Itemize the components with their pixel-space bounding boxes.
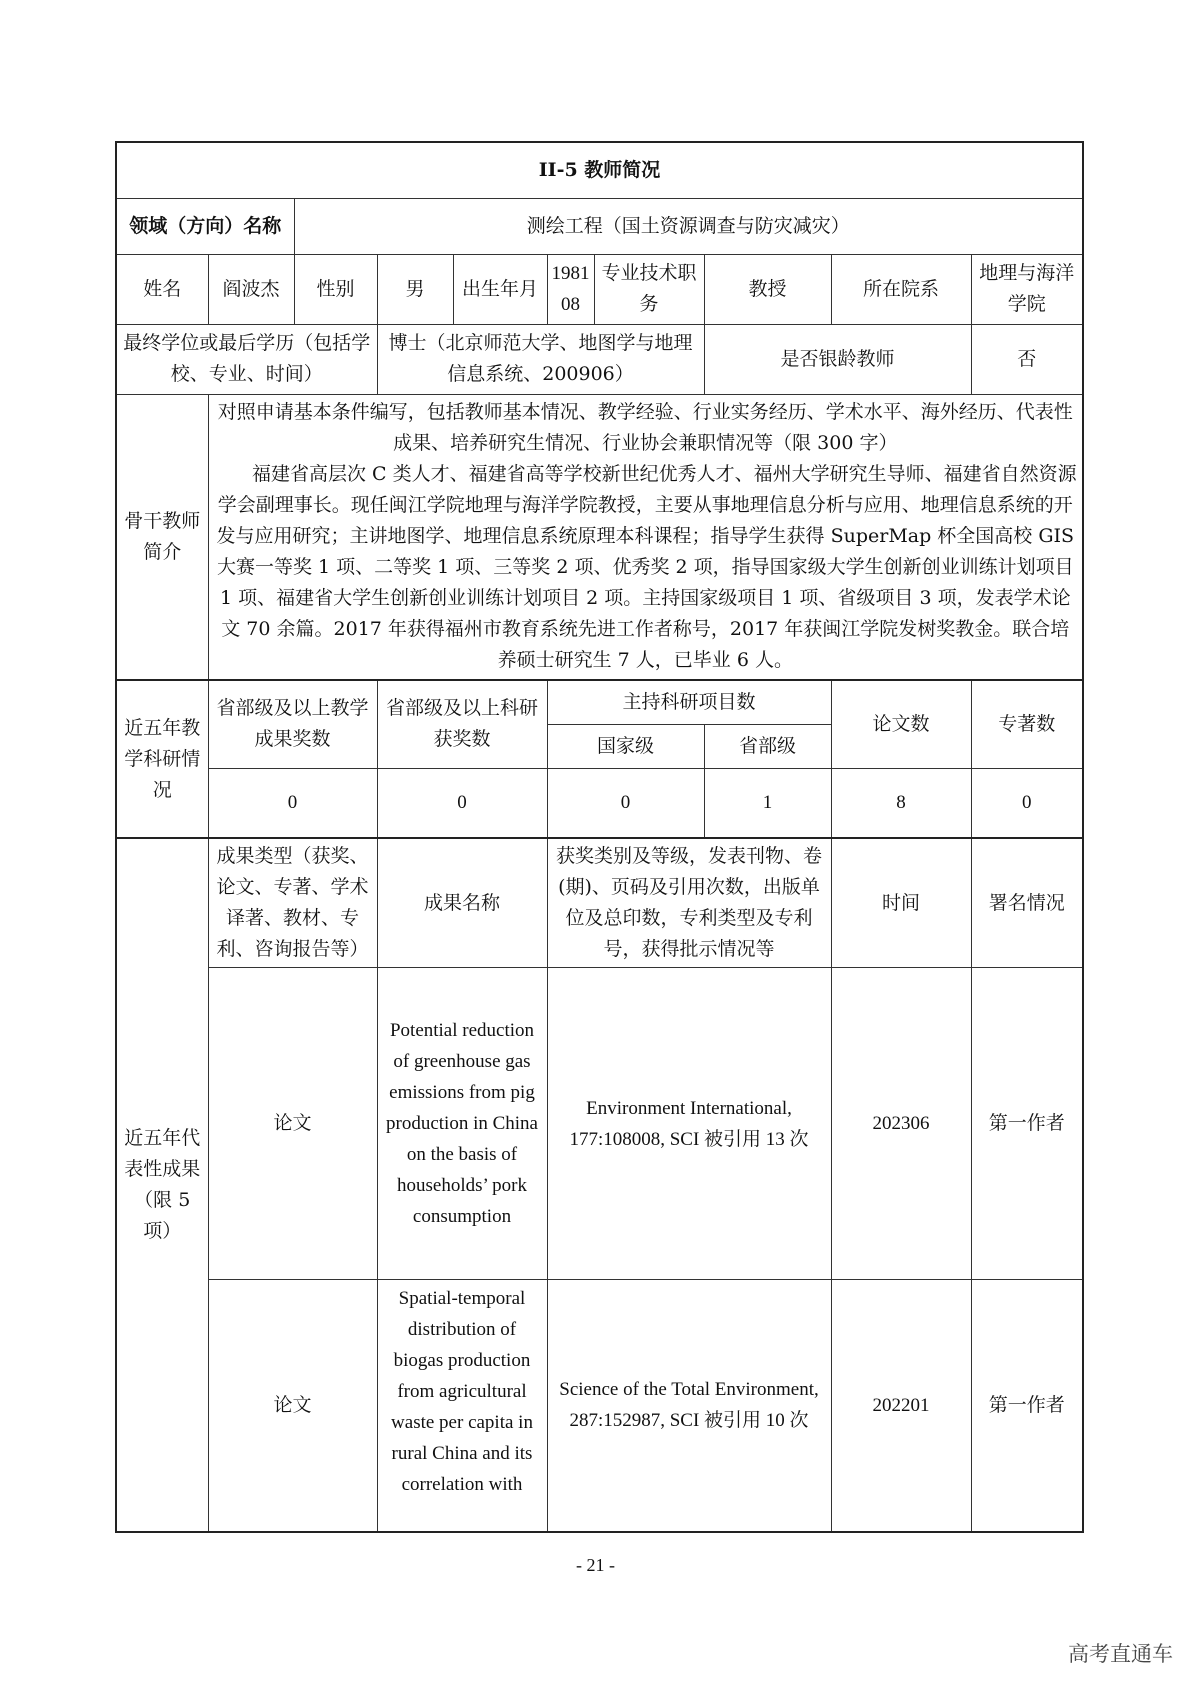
page-number: - 21 - — [576, 1555, 615, 1575]
stats-provincial: 1 — [704, 768, 831, 838]
ach-detail: Environment International, 177:108008, SCI 被引用 13 次 — [547, 968, 831, 1280]
dept-value: 地理与海洋学院 — [971, 254, 1083, 324]
ach-name: Potential reduction of greenhouse gas emissions from pig production in China on the basis of households’ pork consumption — [377, 968, 547, 1280]
field-value: 测绘工程（国土资源调查与防灾减灾） — [294, 198, 1083, 254]
section-title: II-5 教师简况 — [116, 142, 1083, 198]
ach-header-time: 时间 — [831, 838, 971, 968]
bio-label: 骨干教师简介 — [116, 394, 208, 680]
stats-header-papers: 论文数 — [831, 680, 971, 768]
stats-teaching: 0 — [208, 768, 377, 838]
silver-label: 是否银龄教师 — [704, 324, 971, 394]
ach-detail: Science of the Total Environment, 287:152987, SCI 被引用 10 次 — [547, 1280, 831, 1532]
ach-author: 第一作者 — [971, 1280, 1083, 1532]
ach-header-author: 署名情况 — [971, 838, 1083, 968]
stats-papers: 8 — [831, 768, 971, 838]
gender-label: 性别 — [294, 254, 377, 324]
ach-type: 论文 — [208, 1280, 377, 1532]
teacher-profile-form — [115, 141, 1082, 1548]
ach-time: 202306 — [831, 968, 971, 1280]
stats-header-projects: 主持科研项目数 — [547, 680, 831, 724]
ach-header-name: 成果名称 — [377, 838, 547, 968]
achievements-label: 近五年代表性成果（限 5 项） — [116, 838, 208, 1532]
birth-value: 198108 — [547, 254, 594, 324]
ach-author: 第一作者 — [971, 968, 1083, 1280]
degree-label: 最终学位或最后学历（包括学校、专业、时间） — [116, 324, 377, 394]
ach-name-text: Spatial-temporal distribution of biogas production from agricultural waste per capita in rural China and its correlation with — [391, 1288, 533, 1496]
degree-value: 博士（北京师范大学、地图学与地理信息系统、200906） — [377, 324, 704, 394]
stats-header-teaching: 省部级及以上教学成果奖数 — [208, 680, 377, 768]
stats-header-provincial: 省部级 — [704, 724, 831, 768]
ach-header-type: 成果类型（获奖、论文、专著、学术译著、教材、专利、咨询报告等） — [208, 838, 377, 968]
watermark-text: 高考直通车 — [1068, 1642, 1173, 1666]
ach-time: 202201 — [831, 1280, 971, 1532]
name-label: 姓名 — [116, 254, 208, 324]
title-label: 专业技术职 务 — [594, 254, 704, 324]
name-value: 阎波杰 — [208, 254, 294, 324]
field-label: 领域（方向）名称 — [116, 198, 294, 254]
bio-content — [208, 394, 1083, 680]
gender-value: 男 — [377, 254, 453, 324]
stats-header-research: 省部级及以上科研获奖数 — [377, 680, 547, 768]
title-value: 教授 — [704, 254, 831, 324]
stats-header-national: 国家级 — [547, 724, 704, 768]
stats-books: 0 — [971, 768, 1083, 838]
stats-label: 近五年教学科研情况 — [116, 680, 208, 838]
stats-header-books: 专著数 — [971, 680, 1083, 768]
ach-name — [377, 1280, 547, 1532]
table-row — [116, 968, 1083, 1280]
ach-type: 论文 — [208, 968, 377, 1280]
profile-table — [115, 141, 1084, 1533]
dept-label: 所在院系 — [831, 254, 971, 324]
bio-text: 福建省高层次 C 类人才、福建省高等学校新世纪优秀人才、福州大学研究生导师、福建省自然资源学会副理事长。现任闽江学院地理与海洋学院教授，主要从事地理信息分析与应用、地理信息系统的开发与应用研究；主讲地图学、地理信息系统原理本科课程；指导学生获得 SuperMap 杯全国高校 GIS 大赛一等奖 1 项、二等奖 1 项、三等奖 2 项、优秀奖 2 项，指导国家级大学生创新创业训练计划项目 1 项、福建省大学生创新创业训练计划项目 2 项。主持国家级项目 1 项、省级项目 3 项，发表学术论文 70 余篇。2017 年获得福州市教育系统先进工作者称号，2017 年获闽江学院发树奖教金。联合培养硕士研究生 7 人，已毕业 6 人。 — [216, 463, 1077, 672]
stats-research: 0 — [377, 768, 547, 838]
stats-national: 0 — [547, 768, 704, 838]
silver-value: 否 — [971, 324, 1083, 394]
bio-instruction: 对照申请基本条件编写，包括教师基本情况、教学经验、行业实务经历、学术水平、海外经历、代表性成果、培养研究生情况、行业协会兼职情况等（限 300 字） — [217, 401, 1073, 455]
table-row — [116, 1280, 1083, 1532]
birth-label: 出生年月 — [453, 254, 547, 324]
ach-header-detail: 获奖类别及等级，发表刊物、卷(期)、页码及引用次数，出版单位及总印数，专利类型及专利号，获得批示情况等 — [547, 838, 831, 968]
